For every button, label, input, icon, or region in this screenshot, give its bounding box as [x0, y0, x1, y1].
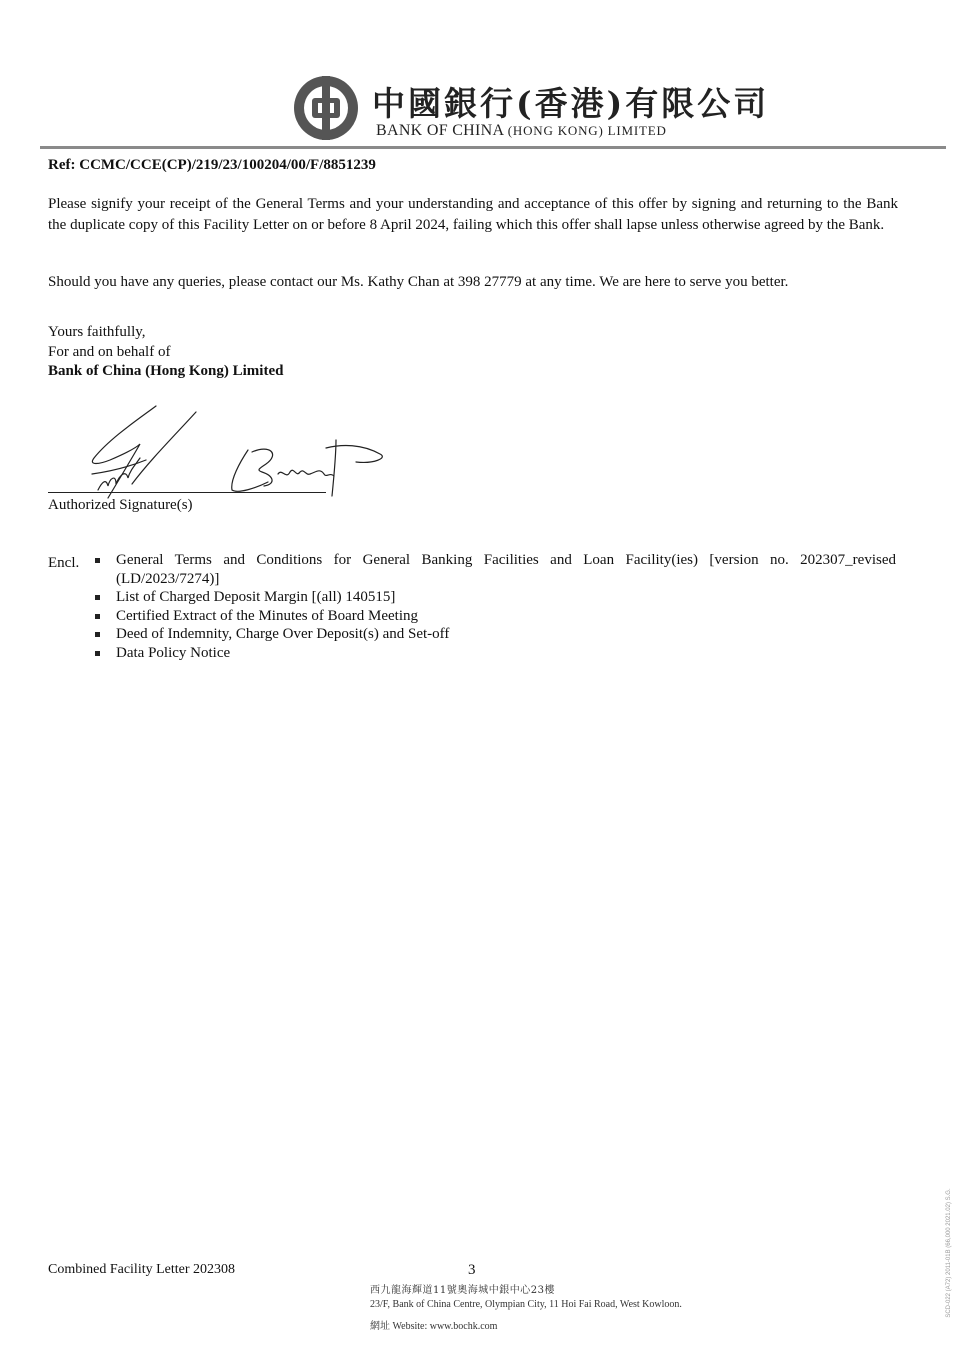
signature-label: Authorized Signature(s)	[48, 497, 193, 513]
closing-salutation: Yours faithfully,	[48, 324, 146, 340]
bank-english-name	[376, 122, 667, 140]
form-code-vertical: SCD-022 (A72) 2011-01B (66,000 2021.02) S.G.	[946, 1188, 952, 1318]
closing-bank-name: Bank of China (Hong Kong) Limited	[48, 363, 284, 379]
closing-block	[48, 323, 283, 382]
closing-behalf: For and on behalf of	[48, 343, 171, 360]
address-english: 23/F, Bank of China Centre, Olympian City, 11 Hoi Fai Road, West Kowloon.	[370, 1299, 682, 1310]
signature-line	[48, 492, 326, 493]
header-divider	[40, 146, 946, 149]
enclosure-item: List of Charged Deposit Margin [(all) 140515]	[90, 588, 896, 607]
enclosures-list	[90, 551, 896, 662]
footer-document-name: Combined Facility Letter 202308	[48, 1262, 236, 1277]
page-number: 3	[468, 1262, 476, 1278]
website: 網址 Website: www.bochk.com	[370, 1321, 498, 1332]
enclosure-item: Data Policy Notice	[90, 644, 896, 663]
address-chinese: 西九龍海輝道11號奧海城中銀中心23樓	[370, 1285, 555, 1296]
paragraph-contact: Should you have any queries, please contact our Ms. Kathy Chan at 398 27779 at any time. We are here to serve you better.	[48, 274, 789, 290]
bank-english-name-suffix: (HONG KONG) LIMITED	[507, 123, 667, 138]
enclosure-item: Certified Extract of the Minutes of Board Meeting	[90, 607, 896, 626]
bank-english-name-main: BANK OF CHINA	[376, 122, 504, 139]
enclosure-item: General Terms and Conditions for General Banking Facilities and Loan Facility(ies) [version no. 202307_revised (LD/2023/7274)]	[90, 551, 896, 588]
bank-chinese-name: 中國銀行(香港)有限公司	[372, 84, 770, 123]
boc-logo-icon	[292, 74, 360, 142]
enclosure-item: Deed of Indemnity, Charge Over Deposit(s) and Set-off	[90, 625, 896, 644]
enclosures-label: Encl.	[48, 555, 80, 571]
handwritten-signatures	[80, 398, 390, 502]
paragraph-acceptance: Please signify your receipt of the General Terms and your understanding and acceptance of this offer by signing and returning to the Bank the duplicate copy of this Facility Letter on or before 8 April 2024, failing which this offer shall lapse unless otherwise agreed by the Bank.	[48, 196, 898, 233]
reference-number: Ref: CCMC/CCE(CP)/219/23/100204/00/F/8851239	[48, 157, 376, 173]
